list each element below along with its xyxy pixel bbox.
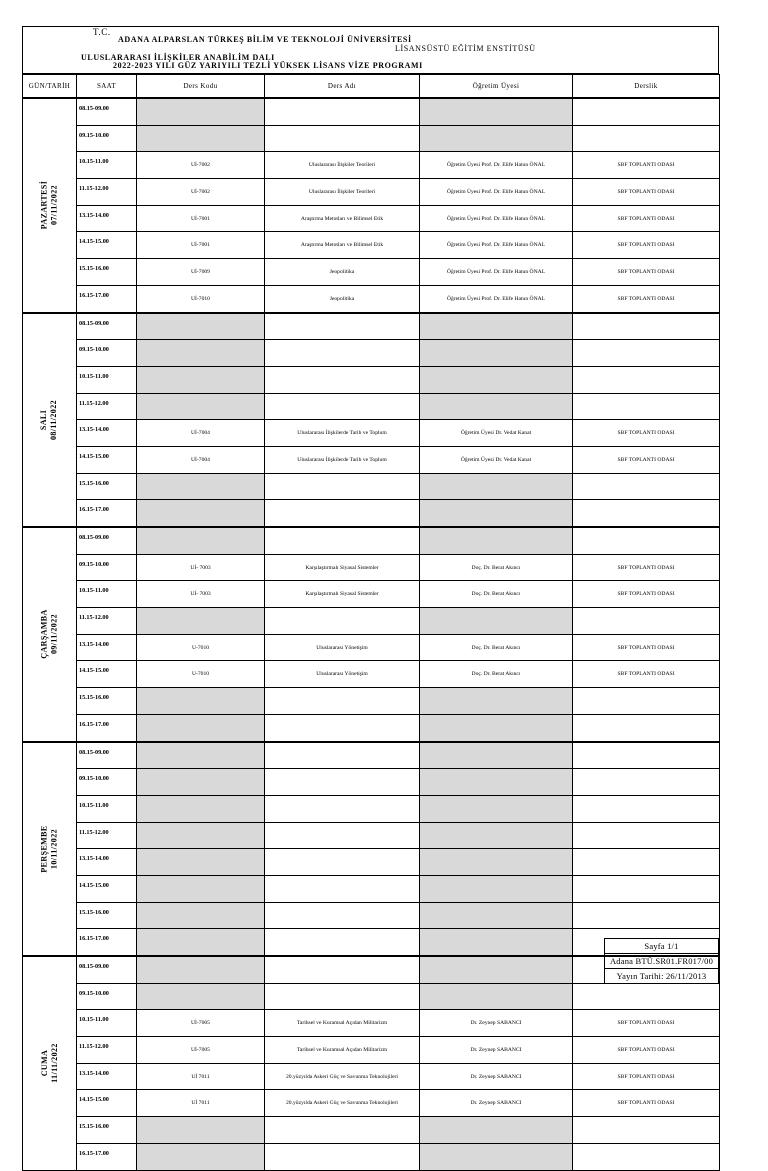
instructor-cell — [420, 500, 573, 527]
instructor-cell — [420, 1143, 573, 1170]
time-slot-cell: 15.15-16.00 — [77, 259, 137, 286]
room-cell — [573, 849, 720, 876]
room-cell: SBF TOPLANTI ODASI — [573, 634, 720, 661]
time-slot-cell: 09.15-10.00 — [77, 554, 137, 581]
university-name: ADANA ALPARSLAN TÜRKEŞ BİLİM VE TEKNOLOJİ ÜNİVERSİTESİ — [118, 35, 412, 44]
course-name-cell — [265, 1143, 420, 1170]
room-cell — [573, 902, 720, 929]
course-code-cell: Uİ- 7003 — [137, 554, 265, 581]
course-code-cell — [137, 742, 265, 769]
course-name-cell — [265, 500, 420, 527]
table-row — [23, 285, 720, 312]
table-row — [23, 769, 720, 796]
form-info-box — [604, 938, 719, 984]
time-slot-cell: 08.15-09.00 — [77, 742, 137, 769]
time-slot-cell: 09.15-10.00 — [77, 983, 137, 1010]
room-cell: SBF TOPLANTI ODASI — [573, 152, 720, 179]
table-row — [23, 1143, 720, 1170]
instructor-cell — [420, 742, 573, 769]
instructor-cell: Öğretim Üyesi Prof. Dr. Elife Hatun ÖNAL — [420, 259, 573, 286]
time-slot-cell: 15.15-16.00 — [77, 688, 137, 715]
day-name: ÇARŞAMBA — [39, 609, 49, 659]
room-cell — [573, 1117, 720, 1144]
instructor-cell: Dr. Zeynep SABANCI — [420, 1037, 573, 1064]
room-cell — [573, 98, 720, 125]
course-name-cell — [265, 714, 420, 741]
day-cell — [23, 313, 77, 528]
time-slot-cell: 16.15-17.00 — [77, 929, 137, 956]
table-row — [23, 608, 720, 635]
time-slot-cell: 09.15-10.00 — [77, 340, 137, 367]
table-row — [23, 983, 720, 1010]
table-row — [23, 152, 720, 179]
course-name-cell: Araştırma Metotları ve Bilimsel Etik — [265, 205, 420, 232]
table-row — [23, 420, 720, 447]
table-row — [23, 179, 720, 206]
course-code-cell — [137, 769, 265, 796]
course-code-cell — [137, 313, 265, 340]
instructor-cell — [420, 849, 573, 876]
time-slot-cell: 11.15-12.00 — [77, 608, 137, 635]
course-name-cell — [265, 366, 420, 393]
time-slot-cell: 10.15-11.00 — [77, 581, 137, 608]
course-code-cell — [137, 500, 265, 527]
table-row — [23, 795, 720, 822]
course-name-cell — [265, 875, 420, 902]
tc-label: T.C. — [93, 27, 111, 37]
instructor-cell — [420, 822, 573, 849]
course-name-cell: Araştırma Metotları ve Bilimsel Etik — [265, 232, 420, 259]
form-code: Adana BTÜ.SR01.FR017/00 — [605, 954, 719, 969]
course-code-cell — [137, 393, 265, 420]
time-slot-cell: 14.15-15.00 — [77, 875, 137, 902]
course-code-cell: Uİ- 7003 — [137, 581, 265, 608]
department-name: ULUSLARARASI İLİŞKİLER ANABİLİM DALI — [81, 53, 275, 62]
course-code-cell: Uİ-7001 — [137, 232, 265, 259]
table-row — [23, 902, 720, 929]
course-name-cell — [265, 769, 420, 796]
schedule-body — [23, 98, 720, 1170]
course-code-cell — [137, 822, 265, 849]
course-name-cell: Karşılaştırmalı Siyasal Sistemler — [265, 581, 420, 608]
course-name-cell — [265, 527, 420, 554]
room-cell: SBF TOPLANTI ODASI — [573, 1090, 720, 1117]
instructor-cell: Öğretim Üyesi Dr. Vedat Kanat — [420, 446, 573, 473]
course-code-cell — [137, 902, 265, 929]
course-code-cell: U-7010 — [137, 661, 265, 688]
instructor-cell — [420, 473, 573, 500]
room-cell — [573, 527, 720, 554]
instructor-cell: Öğretim Üyesi Prof. Dr. Elife Hatun ÖNAL — [420, 232, 573, 259]
course-name-cell: 20.yüzyılda Askeri Güç ve Savunma Teknolojileri — [265, 1090, 420, 1117]
time-slot-cell: 15.15-16.00 — [77, 473, 137, 500]
room-cell — [573, 366, 720, 393]
time-slot-cell: 16.15-17.00 — [77, 714, 137, 741]
room-cell — [573, 313, 720, 340]
table-row — [23, 742, 720, 769]
table-row — [23, 366, 720, 393]
time-slot-cell: 14.15-15.00 — [77, 446, 137, 473]
instructor-cell — [420, 527, 573, 554]
room-cell: SBF TOPLANTI ODASI — [573, 446, 720, 473]
instructor-cell — [420, 769, 573, 796]
instructor-cell: Öğretim Üyesi Prof. Dr. Elife Hatun ÖNAL — [420, 205, 573, 232]
course-code-cell: Uİ-7004 — [137, 420, 265, 447]
room-cell — [573, 742, 720, 769]
day-date: 08/11/2022 — [49, 399, 59, 440]
course-code-cell: Uİ 7011 — [137, 1090, 265, 1117]
course-name-cell: Uluslararası Yönetişim — [265, 661, 420, 688]
table-row — [23, 205, 720, 232]
course-code-cell: Uİ-7001 — [137, 205, 265, 232]
course-name-cell — [265, 902, 420, 929]
course-name-cell — [265, 340, 420, 367]
table-header-row — [23, 75, 720, 99]
course-code-cell — [137, 1117, 265, 1144]
time-slot-cell: 11.15-12.00 — [77, 822, 137, 849]
course-code-cell — [137, 1143, 265, 1170]
course-name-cell — [265, 849, 420, 876]
instructor-cell — [420, 1117, 573, 1144]
course-code-cell: U-7010 — [137, 634, 265, 661]
room-cell: SBF TOPLANTI ODASI — [573, 554, 720, 581]
page-number: Sayfa 1/1 — [605, 939, 719, 954]
course-code-cell: Uİ-7005 — [137, 1010, 265, 1037]
time-slot-cell: 10.15-11.00 — [77, 1010, 137, 1037]
time-slot-cell: 08.15-09.00 — [77, 956, 137, 983]
time-slot-cell: 13.15-14.00 — [77, 634, 137, 661]
instructor-cell — [420, 902, 573, 929]
room-cell — [573, 875, 720, 902]
instructor-cell — [420, 983, 573, 1010]
publish-date: Yayın Tarihi: 26/11/2013 — [605, 969, 719, 984]
course-name-cell: Uluslararası İlişkilerde Tarih ve Toplum — [265, 446, 420, 473]
room-cell — [573, 340, 720, 367]
col-header-ders-kodu: Ders Kodu — [137, 75, 265, 99]
day-name: PAZARTESİ — [39, 180, 49, 230]
room-cell: SBF TOPLANTI ODASI — [573, 661, 720, 688]
instructor-cell — [420, 956, 573, 983]
room-cell: SBF TOPLANTI ODASI — [573, 205, 720, 232]
course-code-cell — [137, 688, 265, 715]
course-name-cell: Uluslararası İlişkiler Teorileri — [265, 179, 420, 206]
day-cell — [23, 742, 77, 957]
table-row — [23, 714, 720, 741]
room-cell: SBF TOPLANTI ODASI — [573, 285, 720, 312]
day-label — [40, 610, 60, 659]
instructor-cell: Doç. Dr. Berat Akıncı — [420, 661, 573, 688]
instructor-cell — [420, 98, 573, 125]
course-name-cell — [265, 473, 420, 500]
day-label — [39, 400, 59, 440]
time-slot-cell: 10.15-11.00 — [77, 152, 137, 179]
table-row — [23, 1010, 720, 1037]
room-cell — [573, 688, 720, 715]
table-row — [23, 822, 720, 849]
course-code-cell — [137, 340, 265, 367]
table-row — [23, 232, 720, 259]
time-slot-cell: 10.15-11.00 — [77, 366, 137, 393]
table-row — [23, 849, 720, 876]
course-name-cell — [265, 608, 420, 635]
room-cell: SBF TOPLANTI ODASI — [573, 1010, 720, 1037]
table-row — [23, 875, 720, 902]
day-date: 10/11/2022 — [49, 828, 59, 869]
instructor-cell — [420, 608, 573, 635]
time-slot-cell: 08.15-09.00 — [77, 313, 137, 340]
course-code-cell: Uİ-7009 — [137, 259, 265, 286]
course-name-cell — [265, 688, 420, 715]
room-cell — [573, 608, 720, 635]
room-cell: SBF TOPLANTI ODASI — [573, 259, 720, 286]
exam-schedule-table — [22, 74, 720, 1171]
course-code-cell — [137, 366, 265, 393]
institute-name: LİSANSÜSTÜ EĞİTİM ENSTİTÜSÜ — [395, 44, 536, 53]
instructor-cell — [420, 313, 573, 340]
course-code-cell — [137, 527, 265, 554]
time-slot-cell: 14.15-15.00 — [77, 1090, 137, 1117]
instructor-cell: Öğretim Üyesi Prof. Dr. Elife Hatun ÖNAL — [420, 285, 573, 312]
room-cell — [573, 125, 720, 152]
room-cell — [573, 769, 720, 796]
room-cell — [573, 473, 720, 500]
instructor-cell: Öğretim Üyesi Prof. Dr. Elife Hatun ÖNAL — [420, 152, 573, 179]
time-slot-cell: 16.15-17.00 — [77, 500, 137, 527]
room-cell — [573, 393, 720, 420]
course-code-cell — [137, 473, 265, 500]
course-code-cell — [137, 795, 265, 822]
course-code-cell: Uİ-7002 — [137, 179, 265, 206]
time-slot-cell: 15.15-16.00 — [77, 902, 137, 929]
course-code-cell — [137, 983, 265, 1010]
table-row — [23, 554, 720, 581]
table-row — [23, 259, 720, 286]
room-cell — [573, 822, 720, 849]
room-cell: SBF TOPLANTI ODASI — [573, 179, 720, 206]
instructor-cell — [420, 929, 573, 956]
course-code-cell: Uİ 7011 — [137, 1063, 265, 1090]
col-header-gun-tarih: GÜN/TARİH — [23, 75, 77, 99]
time-slot-cell: 13.15-14.00 — [77, 1063, 137, 1090]
course-name-cell: Uluslararası İlişkiler Teorileri — [265, 152, 420, 179]
course-name-cell — [265, 742, 420, 769]
program-title: 2022-2023 YILI GÜZ YARIYILI TEZLİ YÜKSEK LİSANS VİZE PROGRAMI — [113, 61, 423, 70]
table-row — [23, 1090, 720, 1117]
room-cell: SBF TOPLANTI ODASI — [573, 232, 720, 259]
course-name-cell: 20.yüzyılda Askeri Güç ve Savunma Teknolojileri — [265, 1063, 420, 1090]
day-date: 09/11/2022 — [49, 614, 59, 655]
room-cell — [573, 500, 720, 527]
day-cell — [23, 527, 77, 742]
time-slot-cell: 16.15-17.00 — [77, 1143, 137, 1170]
course-name-cell — [265, 956, 420, 983]
time-slot-cell: 13.15-14.00 — [77, 849, 137, 876]
table-row — [23, 527, 720, 554]
day-name: PERŞEMBE — [39, 825, 49, 873]
day-name: CUMA — [39, 1050, 49, 1077]
day-date: 07/11/2022 — [49, 185, 59, 226]
course-name-cell: Tarihsel ve Kuramsal Açıdan Militarizm — [265, 1037, 420, 1064]
room-cell: SBF TOPLANTI ODASI — [573, 1063, 720, 1090]
course-name-cell: Tarihsel ve Kuramsal Açıdan Militarizm — [265, 1010, 420, 1037]
time-slot-cell: 09.15-10.00 — [77, 769, 137, 796]
course-code-cell: Uİ-7002 — [137, 152, 265, 179]
room-cell: SBF TOPLANTI ODASI — [573, 1037, 720, 1064]
time-slot-cell: 15.15-16.00 — [77, 1117, 137, 1144]
course-name-cell: Jeopolitika — [265, 259, 420, 286]
time-slot-cell: 16.15-17.00 — [77, 285, 137, 312]
col-header-derslik: Derslik — [573, 75, 720, 99]
course-name-cell: Uluslararası Yönetişim — [265, 634, 420, 661]
instructor-cell: Öğretim Üyesi Prof. Dr. Elife Hatun ÖNAL — [420, 179, 573, 206]
table-row — [23, 1063, 720, 1090]
instructor-cell — [420, 125, 573, 152]
table-row — [23, 1117, 720, 1144]
time-slot-cell: 14.15-15.00 — [77, 661, 137, 688]
room-cell — [573, 983, 720, 1010]
day-cell — [23, 956, 77, 1170]
course-code-cell — [137, 125, 265, 152]
table-row — [23, 688, 720, 715]
time-slot-cell: 11.15-12.00 — [77, 1037, 137, 1064]
instructor-cell — [420, 366, 573, 393]
time-slot-cell: 11.15-12.00 — [77, 179, 137, 206]
instructor-cell: Öğretim Üyesi Dr. Vedat Kanat — [420, 420, 573, 447]
course-name-cell — [265, 983, 420, 1010]
table-row — [23, 581, 720, 608]
table-row — [23, 125, 720, 152]
day-date: 11/11/2022 — [49, 1043, 59, 1084]
table-row — [23, 446, 720, 473]
day-label — [40, 1043, 60, 1083]
table-row — [23, 313, 720, 340]
course-name-cell — [265, 313, 420, 340]
room-cell: SBF TOPLANTI ODASI — [573, 581, 720, 608]
instructor-cell: Doç. Dr. Berat Akıncı — [420, 554, 573, 581]
instructor-cell: Doç. Dr. Berat Akıncı — [420, 634, 573, 661]
table-row — [23, 661, 720, 688]
instructor-cell — [420, 688, 573, 715]
course-code-cell — [137, 714, 265, 741]
course-code-cell — [137, 875, 265, 902]
course-name-cell — [265, 822, 420, 849]
instructor-cell: Dr. Zeynep SABANCI — [420, 1090, 573, 1117]
col-header-ders-adi: Ders Adı — [265, 75, 420, 99]
instructor-cell — [420, 340, 573, 367]
course-code-cell — [137, 608, 265, 635]
course-code-cell — [137, 98, 265, 125]
table-row — [23, 634, 720, 661]
room-cell — [573, 714, 720, 741]
instructor-cell — [420, 875, 573, 902]
course-name-cell — [265, 98, 420, 125]
course-code-cell — [137, 956, 265, 983]
time-slot-cell: 09.15-10.00 — [77, 125, 137, 152]
document-header — [22, 26, 719, 74]
day-name: SALI — [39, 409, 49, 430]
instructor-cell — [420, 795, 573, 822]
course-name-cell — [265, 393, 420, 420]
course-code-cell: Uİ-7004 — [137, 446, 265, 473]
time-slot-cell: 10.15-11.00 — [77, 795, 137, 822]
table-row — [23, 340, 720, 367]
course-code-cell: Uİ-7010 — [137, 285, 265, 312]
time-slot-cell: 13.15-14.00 — [77, 420, 137, 447]
course-name-cell: Uluslararası İlişkilerde Tarih ve Toplum — [265, 420, 420, 447]
instructor-cell — [420, 714, 573, 741]
course-name-cell: Karşılaştırmalı Siyasal Sistemler — [265, 554, 420, 581]
col-header-saat: SAAT — [77, 75, 137, 99]
table-row — [23, 500, 720, 527]
instructor-cell — [420, 393, 573, 420]
course-code-cell — [137, 929, 265, 956]
table-row — [23, 393, 720, 420]
day-cell — [23, 98, 77, 313]
course-code-cell — [137, 849, 265, 876]
time-slot-cell: 14.15-15.00 — [77, 232, 137, 259]
course-name-cell: Jeopolitika — [265, 285, 420, 312]
room-cell — [573, 1143, 720, 1170]
time-slot-cell: 08.15-09.00 — [77, 527, 137, 554]
day-label — [39, 181, 59, 230]
course-name-cell — [265, 1117, 420, 1144]
time-slot-cell: 11.15-12.00 — [77, 393, 137, 420]
col-header-ogretim-uyesi: Öğretim Üyesi — [420, 75, 573, 99]
table-row — [23, 473, 720, 500]
table-row — [23, 98, 720, 125]
course-name-cell — [265, 929, 420, 956]
room-cell — [573, 795, 720, 822]
time-slot-cell: 13.15-14.00 — [77, 205, 137, 232]
instructor-cell: Dr. Zeynep SABANCI — [420, 1063, 573, 1090]
instructor-cell: Dr. Zeynep SABANCI — [420, 1010, 573, 1037]
course-name-cell — [265, 795, 420, 822]
course-code-cell: Uİ-7005 — [137, 1037, 265, 1064]
course-name-cell — [265, 125, 420, 152]
day-label — [40, 825, 60, 872]
instructor-cell: Doç. Dr. Berat Akıncı — [420, 581, 573, 608]
room-cell: SBF TOPLANTI ODASI — [573, 420, 720, 447]
table-row — [23, 1037, 720, 1064]
time-slot-cell: 08.15-09.00 — [77, 98, 137, 125]
